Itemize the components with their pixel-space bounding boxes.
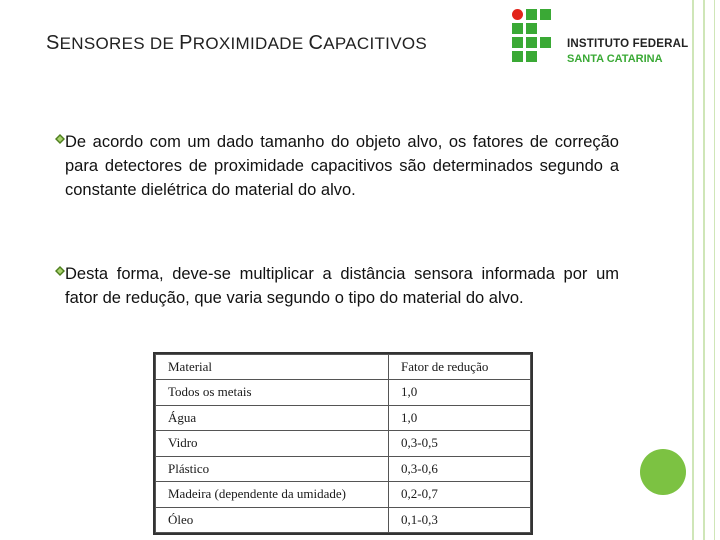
decorative-line xyxy=(703,0,705,540)
material-cell: Todos os metais xyxy=(156,380,389,406)
decorative-line xyxy=(692,0,694,540)
diamond-bullet-icon xyxy=(55,266,65,276)
material-cell: Vidro xyxy=(156,431,389,457)
material-cell: Água xyxy=(156,405,389,431)
material-cell: Plástico xyxy=(156,456,389,482)
bullet-item xyxy=(44,130,619,202)
bullet-text: Desta forma, deve-se multiplicar a distância sensora informada por um fator de redução, que varia segundo o tipo do material do alvo. xyxy=(65,265,619,307)
decorative-green-circle xyxy=(640,449,686,495)
logo-line-1: INSTITUTO FEDERAL xyxy=(567,38,689,50)
decorative-line xyxy=(714,0,715,540)
column-header-material: Material xyxy=(156,355,389,380)
slide-title: SENSORES DE PROXIMIDADE CAPACITIVOS xyxy=(46,32,427,54)
column-header-factor: Fator de redução xyxy=(389,355,531,380)
material-cell: Madeira (dependente da umidade) xyxy=(156,482,389,508)
ifsc-logo-mark xyxy=(512,9,558,67)
bullet-item xyxy=(44,262,619,310)
factor-cell: 0,3-0,6 xyxy=(389,456,531,482)
table-row xyxy=(156,507,531,533)
factor-cell: 0,3-0,5 xyxy=(389,431,531,457)
table-row xyxy=(156,431,531,457)
table-row xyxy=(156,380,531,406)
reduction-factor-table xyxy=(153,352,533,535)
factor-cell: 1,0 xyxy=(389,380,531,406)
diamond-bullet-icon xyxy=(55,134,65,144)
material-cell: Óleo xyxy=(156,507,389,533)
ifsc-logo xyxy=(512,9,692,69)
table-row xyxy=(156,456,531,482)
table-row xyxy=(156,482,531,508)
factor-cell: 0,2-0,7 xyxy=(389,482,531,508)
table-header-row xyxy=(156,355,531,380)
factor-cell: 0,1-0,3 xyxy=(389,507,531,533)
factor-cell: 1,0 xyxy=(389,405,531,431)
table-row xyxy=(156,405,531,431)
logo-line-2: SANTA CATARINA xyxy=(567,53,663,65)
bullet-text: De acordo com um dado tamanho do objeto alvo, os fatores de correção para detectores de proximidade capacitivos são determinados segundo a constante dielétrica do material do alvo. xyxy=(65,133,619,199)
